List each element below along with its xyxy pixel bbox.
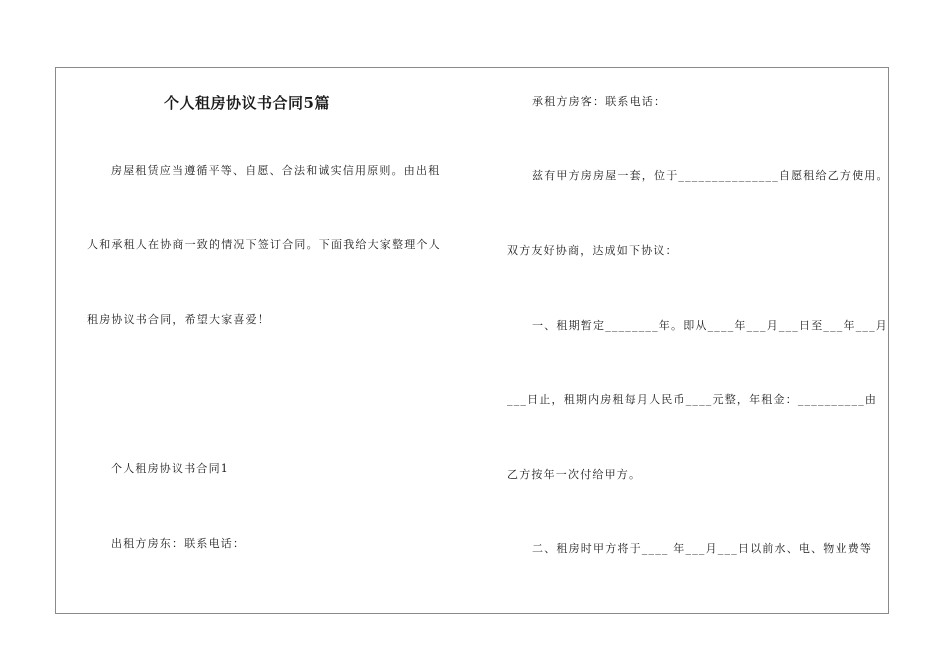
right-column [476, 68, 888, 613]
section-heading: 个人租房协议书合同1 [111, 462, 229, 475]
paragraph-line: 一、租期暂定________年。即从____年___月___日至___年___月 [532, 319, 888, 332]
paragraph-line: 乙方按年一次付给甲方。 [507, 468, 642, 481]
paragraph-line: 租房协议书合同，希望大家喜爱！ [87, 313, 270, 326]
document-page [55, 67, 889, 614]
paragraph-line: 兹有甲方房房屋一套，位于_______________自愿租给乙方使用。 [532, 169, 889, 182]
left-column [56, 68, 476, 613]
paragraph-line: ___日止，租期内房租每月人民币____元整，年租金：__________由 [507, 393, 878, 406]
paragraph-line: 房屋租赁应当遵循平等、自愿、合法和诚实信用原则。由出租 [111, 164, 441, 177]
paragraph-line: 人和承租人在协商一致的情况下签订合同。下面我给大家整理个人 [87, 238, 441, 251]
paragraph-line: 二、租房时甲方将于____ 年___月___日以前水、电、物业费等 [532, 542, 873, 555]
paragraph-line: 出租方房东：联系电话： [111, 537, 246, 550]
document-title: 个人租房协议书合同5篇 [164, 94, 330, 112]
paragraph-line: 承租方房客：联系电话： [532, 95, 667, 108]
paragraph-line: 双方友好协商，达成如下协议： [507, 244, 678, 257]
